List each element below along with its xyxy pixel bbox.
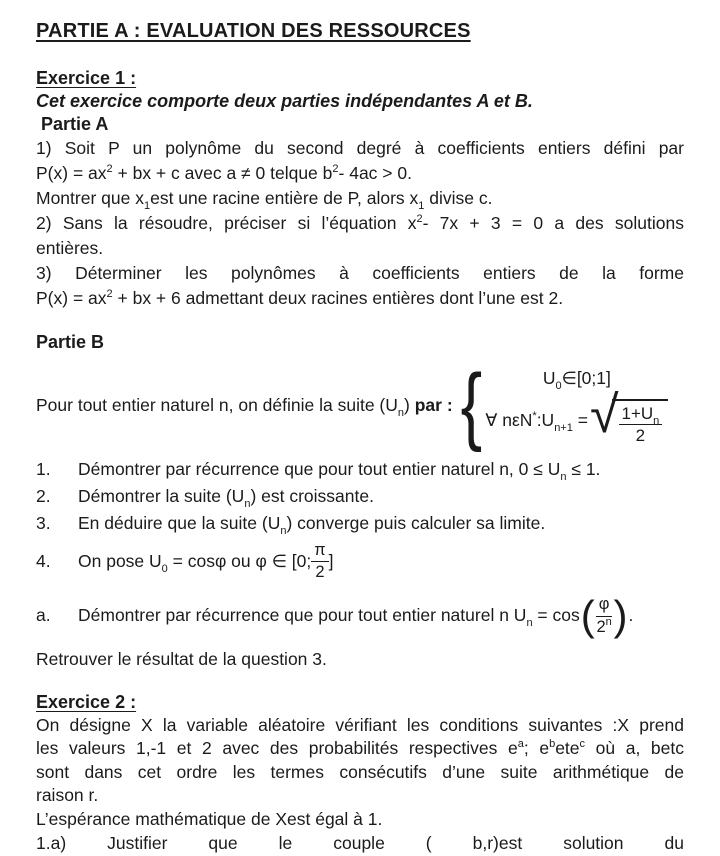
ex2-line4: raison r. [36, 785, 99, 806]
item4-post-text: ] [328, 550, 334, 571]
list-item-number: 1. [36, 459, 51, 479]
list-item-number: 4. [36, 550, 51, 571]
q3-line2: $P(x) = ax^2$ + bx + 6 admettant deux racines entières dont l’une est 2. [36, 288, 564, 308]
q1-line1: 1) Soit P un polynôme du second degré à coefficients entiers défini par [36, 138, 684, 158]
ex2-line2: les valeurs 1,-1 et 2 avec des probabilités respectives $e^a$; $e^bete^c$ où a, betc [36, 738, 684, 759]
item4-pre-text: On pose $U_0 = \cos\varphi$ ou φ ∈ [0; [78, 550, 312, 575]
sqrt-fraction-denominator: 2 [635, 426, 646, 446]
exercice1-heading: Exercice 1 : [36, 68, 137, 88]
partie-b-heading: Partie B [36, 332, 105, 352]
list-item-2 [36, 483, 684, 510]
question-1a-line: 1.a) Justifier que le couple ( b,r)est solution du [36, 833, 684, 854]
list-item-text: Démontrer la suite $(U_n)$ est croissante. [78, 486, 374, 510]
partie-a-heading: Partie A [41, 114, 109, 134]
exercice2-heading: Exercice 2 : [36, 691, 137, 712]
system-line2 [485, 385, 668, 446]
list-item-1 [36, 456, 684, 483]
partie-b-outro: Retrouver le résultat de la question 3. [36, 648, 327, 669]
list-item-text [78, 541, 684, 582]
list-item-3 [36, 510, 684, 537]
square-root [589, 385, 668, 446]
list-item-a [36, 591, 684, 641]
item-a-post-text: . [628, 605, 634, 626]
ex2-line3: sont dans cet ordre les termes consécutifs d’une suite arithmétique de [36, 761, 684, 782]
list-item-number: a. [36, 605, 51, 626]
list-item-number: 2. [36, 486, 51, 506]
sqrt-fraction [619, 404, 663, 446]
brace-symbol: { [460, 357, 482, 453]
system-line2-prefix: ∀ $n\varepsilon N^*:U_{n+1}$ = [485, 409, 588, 434]
system-line1: $U_0\in[0;1]$ [542, 367, 611, 392]
q2-line1: 2) Sans la résoudre, préciser si l’équation $x^2-$ 7x + 3 = 0 a des solutions [36, 213, 684, 233]
list-item-text: En déduire que la suite $(U_n)$ converge puis calculer sa limite. [78, 513, 546, 537]
suite-definition [36, 357, 684, 453]
open-paren-symbol: ( [580, 591, 595, 639]
q2-line2: entières. [36, 238, 104, 258]
equation-system [457, 357, 669, 453]
suite-intro-text: Pour tout entier naturel n, on définie la suite $(U_n)$ par : [36, 394, 453, 419]
q1-line3: Montrer que $x_1est$ une racine entière de P, alors $x_1$ divise c. [36, 188, 493, 212]
page-title: PARTIE A : EVALUATION DES RESSOURCES [36, 20, 471, 42]
pi-over-2-fraction [311, 541, 328, 582]
q3-line1: 3) Déterminer les polynômes à coefficients entiers de la forme [36, 263, 684, 283]
fraction-denominator: 2 [315, 563, 325, 582]
fraction-denominator: 2$^n$ [596, 615, 612, 636]
item-a-pre-text: Démontrer par récurrence que pour tout entier naturel n $U_n = \cos$ [78, 605, 580, 630]
radicand [612, 399, 669, 446]
phi-over-2n-fraction [596, 595, 613, 636]
ex2-line1: On désigne X la variable aléatoire vérifiant les conditions suivantes :X prend [36, 714, 684, 735]
close-paren-symbol: ) [613, 591, 628, 639]
fraction-numerator: φ [596, 595, 613, 616]
fraction-numerator: π [311, 541, 328, 562]
esperance-line: L’espérance mathématique de Xest égal à 1. [36, 808, 383, 829]
system-rows [485, 365, 668, 446]
list-item-text: Démontrer par récurrence que pour tout entier naturel n, $0 \le U_n \le 1$. [78, 459, 601, 483]
list-item-text [78, 591, 684, 639]
radical-symbol: √ [589, 385, 619, 444]
list-item-number: 3. [36, 513, 51, 533]
q1-line2: $P(x) = ax^2$ + bx + c avec a ≠ 0 telque $b^2-$ 4ac > 0. [36, 163, 412, 183]
sqrt-fraction-numerator: $1+U_n$ [619, 404, 663, 426]
exercice1-intro: Cet exercice comporte deux parties indépendantes A et B. [36, 91, 533, 111]
list-item-4 [36, 541, 684, 582]
